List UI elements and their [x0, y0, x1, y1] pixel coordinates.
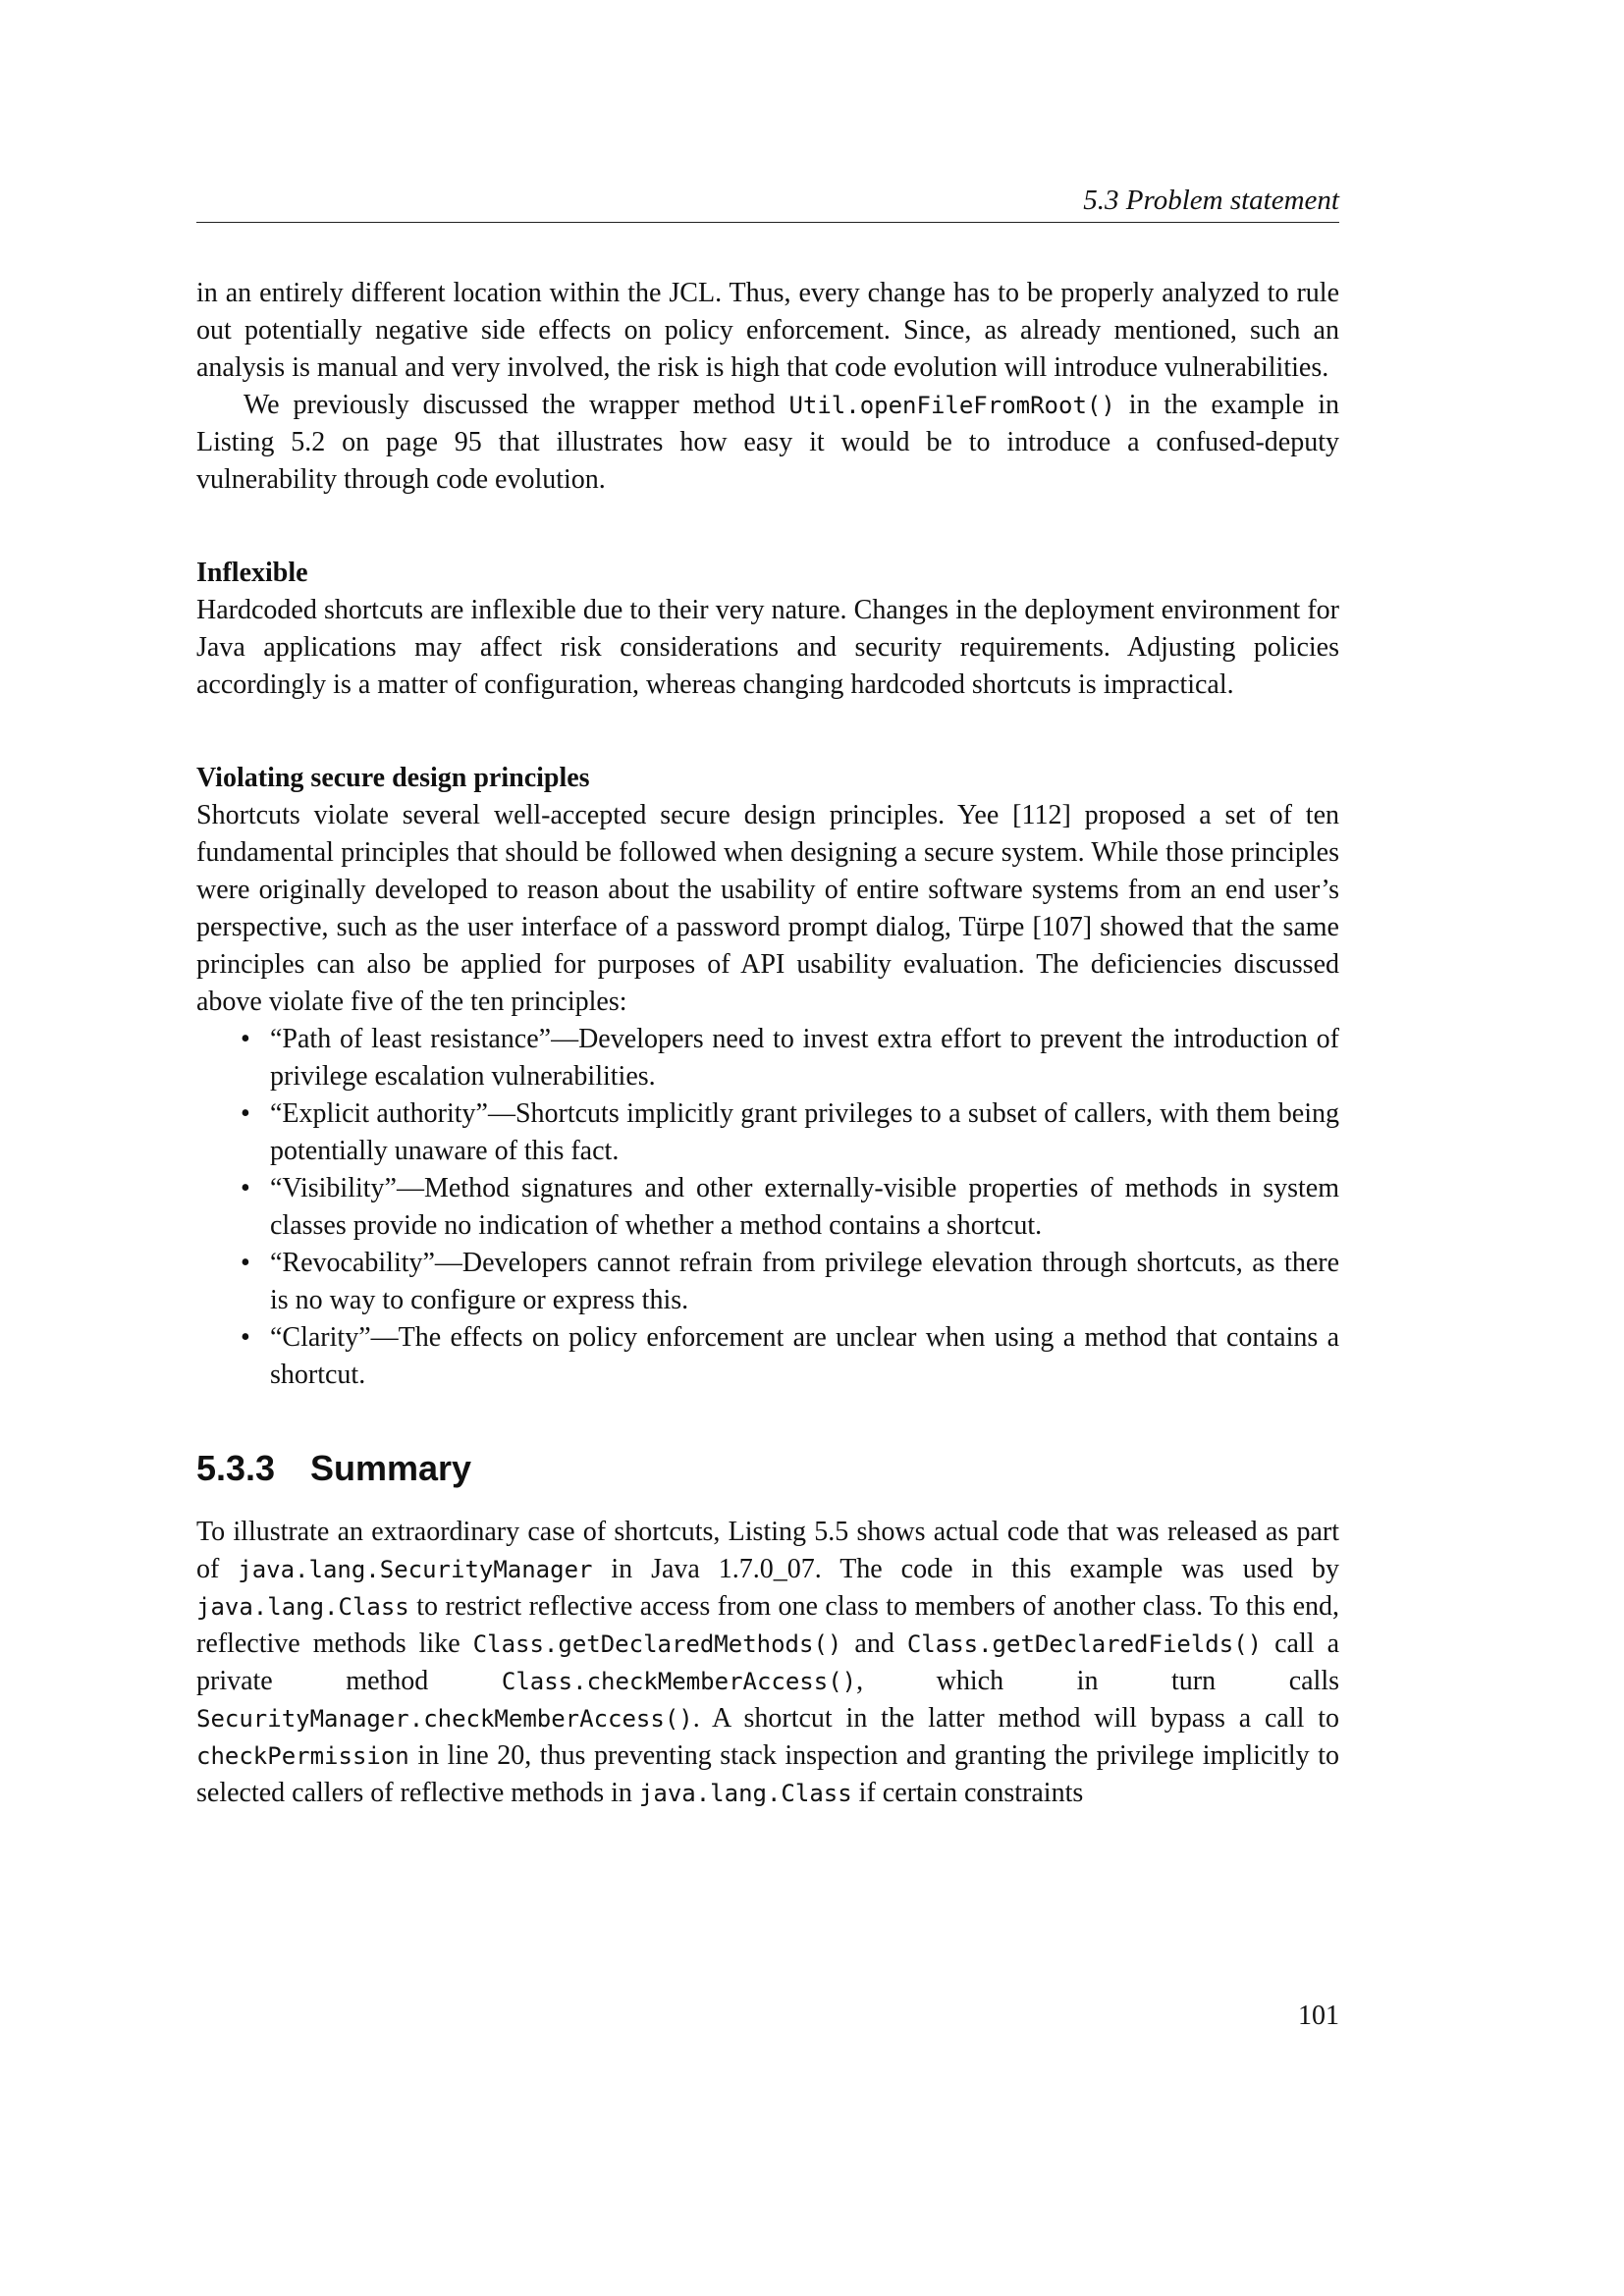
paragraph-text: if certain constraints	[851, 1778, 1084, 1808]
list-item: • “Explicit authority”—Shortcuts implicitly grant privileges to a subset of callers, with them being potentially unaware of this fact.	[270, 1095, 1339, 1170]
list-item: • “Visibility”—Method signatures and other externally-visible properties of methods in system classes provide no indication of whether a method contains a shortcut.	[270, 1170, 1339, 1245]
paragraph-text: in the example in Listing 5.2 on page 95 that illustrates how easy it would be to introduce a confused-deputy vulnerability through code evolution.	[196, 390, 1339, 495]
page	[196, 0, 1339, 2296]
paragraph-text: in line 20, thus preventing stack inspection and granting the privilege implicitly to selected callers of reflective methods in	[196, 1740, 1339, 1808]
header-rule	[196, 222, 1339, 223]
inline-code: java.lang.SecurityManager	[238, 1556, 593, 1583]
spacer	[196, 1394, 1339, 1447]
inline-code: checkPermission	[196, 1742, 409, 1770]
list-item: • “Clarity”—The effects on policy enforcement are unclear when using a method that contains a shortcut.	[270, 1319, 1339, 1394]
inline-code: SecurityManager.checkMemberAccess()	[196, 1705, 693, 1733]
subheading-violating: Violating secure design principles	[196, 763, 590, 793]
inline-code: Util.openFileFromRoot()	[788, 392, 1115, 419]
paragraph-wrapper-method	[196, 387, 1339, 499]
paragraph-text: in Java 1.7.0_07. The code in this example was used by	[592, 1554, 1339, 1584]
principles-list	[196, 1021, 1339, 1394]
inline-code: java.lang.Class	[196, 1593, 409, 1621]
running-header: 5.3 Problem statement	[1083, 185, 1339, 216]
paragraph-violating: Shortcuts violate several well-accepted secure design principles. Yee [112] proposed a set of ten fundamental principles that should be followed when designing a secure system. While those principles were originally developed to reason about the usability of entire software systems from an end user’s perspective, such as the user interface of a password prompt dialog, Türpe [107] showed that the same principles can also be applied for purposes of API usability evaluation. The deficiencies discussed above violate five of the ten principles:	[196, 800, 1339, 1017]
list-item: • “Path of least resistance”—Developers need to invest extra effort to prevent the introduction of privilege escalation vulnerabilities.	[270, 1021, 1339, 1095]
section-number: 5.3.3	[196, 1448, 276, 1488]
paragraph-text: We previously discussed the wrapper method	[244, 390, 789, 420]
paragraph-continuation: in an entirely different location within the JCL. Thus, every change has to be properly analyzed to rule out potentially negative side effects on policy enforcement. Since, as already mentioned, such an analysis is manual and very involved, the risk is high that code evolution will introduce vulnerabilities.	[196, 278, 1339, 383]
inline-code: java.lang.Class	[638, 1780, 852, 1807]
paragraph-text: and	[841, 1629, 907, 1659]
list-item: • “Revocability”—Developers cannot refrain from privilege elevation through shortcuts, as there is no way to configure or express this.	[270, 1245, 1339, 1319]
page-number: 101	[1298, 2001, 1339, 2031]
spacer	[196, 499, 1339, 555]
inline-code: Class.getDeclaredFields()	[906, 1630, 1263, 1658]
paragraph-text: to restrict reflective access from one class to members of another class. To this end, reflective methods like	[196, 1591, 1339, 1659]
paragraph-text: . A shortcut in the latter method will bypass a call to	[692, 1703, 1339, 1734]
section-title: Summary	[310, 1448, 472, 1488]
spacer	[196, 1490, 1339, 1514]
section-heading-summary	[196, 1447, 1339, 1490]
paragraph-text: To illustrate an extraordinary case of shortcuts, Listing 5.5 shows actual code that was released as part of	[196, 1517, 1339, 1584]
body-text	[196, 275, 1339, 1812]
paragraph-text: , which in turn calls	[856, 1666, 1340, 1696]
paragraph-text: call a private method	[196, 1629, 1339, 1696]
inline-code: Class.checkMemberAccess()	[501, 1668, 857, 1695]
paragraph-inflexible: Hardcoded shortcuts are inflexible due to their very nature. Changes in the deployment environment for Java applications may affect risk considerations and security requirements. Adjusting policies accordingly is a matter of configuration, whereas changing hardcoded shortcuts is impractical.	[196, 595, 1339, 700]
inline-code: Class.getDeclaredMethods()	[472, 1630, 842, 1658]
spacer	[196, 704, 1339, 760]
paragraph-summary	[196, 1514, 1339, 1812]
subheading-inflexible: Inflexible	[196, 558, 308, 588]
